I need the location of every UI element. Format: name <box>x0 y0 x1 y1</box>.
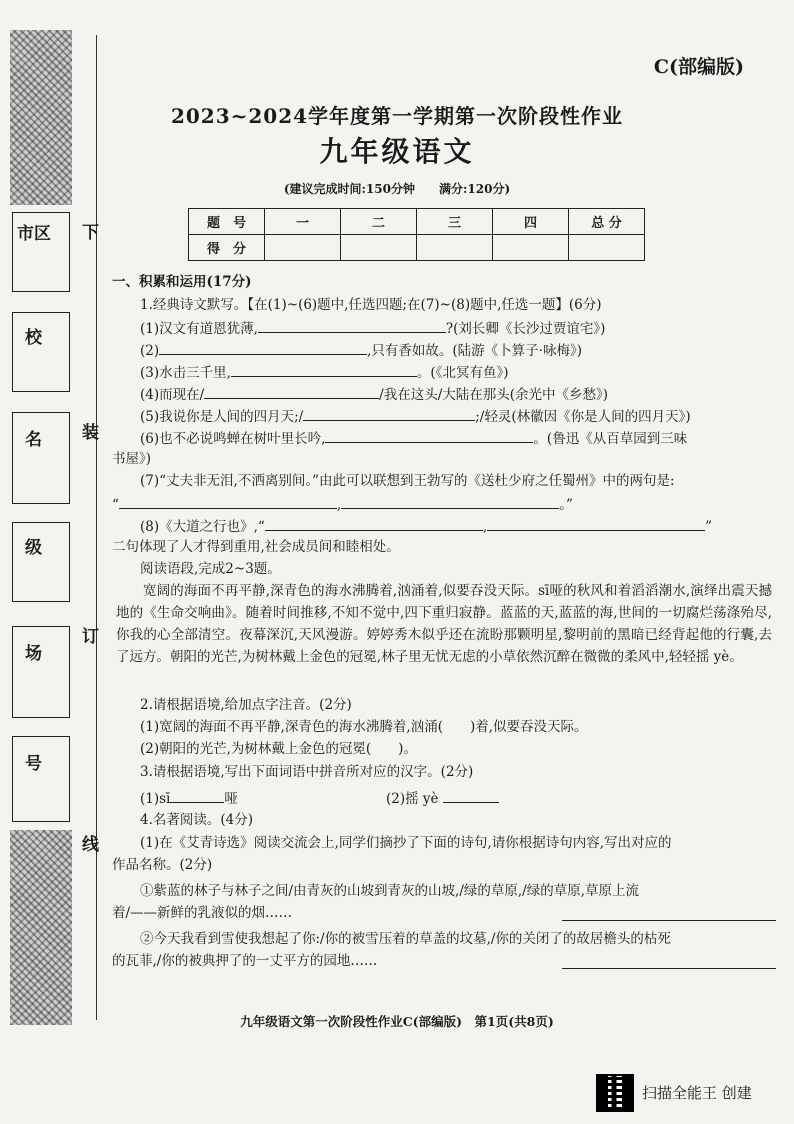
answer-blank[interactable] <box>170 788 224 803</box>
field-label-class: 级 <box>25 538 42 558</box>
q1-item-3-text-a: (3)水击三千里, <box>140 365 231 381</box>
q1-item-1 <box>140 318 605 338</box>
q4-poem-2-b: 的瓦菲,/你的被典押了的一丈平方的园地…… <box>112 953 378 969</box>
q3-prompt: 3.请根据语境,写出下面词语中拼音所对应的汉字。(2分) <box>140 764 474 780</box>
answer-blank[interactable] <box>265 516 483 531</box>
q3-pinyin-2: (2)摇 yè <box>386 791 439 807</box>
q1-item-6 <box>140 428 687 448</box>
q1-item-5-text-a: (5)我说你是人间的四月天;/ <box>140 409 304 425</box>
score-row-label: 得 分 <box>189 235 265 261</box>
scanner-watermark: 扫描全能王 创建 <box>642 1084 752 1102</box>
q1-item-8 <box>140 516 712 536</box>
answer-blank[interactable] <box>258 318 446 333</box>
answer-blank[interactable] <box>231 362 417 377</box>
binding-char-xian: 线 <box>82 835 99 855</box>
section-heading: 一、积累和运用(17分) <box>112 274 252 290</box>
q1-item-3-text-b: 。(《北冥有鱼》) <box>416 365 509 381</box>
field-box-class[interactable] <box>12 522 70 602</box>
q1-item-7-answer <box>112 494 573 514</box>
quote-close: 。” <box>559 497 573 513</box>
score-table <box>188 208 645 261</box>
score-col-2: 二 <box>341 209 417 235</box>
field-box-seat-number[interactable] <box>12 736 70 822</box>
score-col-total: 总 分 <box>569 209 645 235</box>
score-cell-total[interactable] <box>569 235 645 261</box>
score-cell-3[interactable] <box>417 235 493 261</box>
q1-item-6-cont: 书屋》) <box>112 451 152 467</box>
quote-close: ” <box>705 519 713 535</box>
binding-char-zhuang: 装 <box>82 423 99 443</box>
field-box-name[interactable] <box>12 412 70 504</box>
q2-prompt: 2.请根据语境,给加点字注音。(2分) <box>140 697 352 713</box>
q2-answer-2: (2)朝阳的光芒,为树林戴上金色的冠冕( )。 <box>140 741 417 757</box>
q3-char-1: 哑 <box>224 791 238 807</box>
score-cell-4[interactable] <box>493 235 569 261</box>
score-header-label: 题 号 <box>189 209 265 235</box>
binding-strip-pattern-bottom <box>10 830 72 1025</box>
field-label-school: 校 <box>25 328 42 348</box>
edition-label: C(部编版) <box>653 56 744 78</box>
answer-blank[interactable] <box>204 384 379 399</box>
q1-item-8-text-a: (8)《大道之行也》,“ <box>140 519 265 535</box>
field-label-seat-number: 号 <box>25 754 42 774</box>
field-label-name: 名 <box>25 430 42 450</box>
q1-item-2-text-b: ,只有香如故。(陆游《卜算子·咏梅》) <box>367 343 582 359</box>
score-cell-2[interactable] <box>341 235 417 261</box>
quote-open: “ <box>112 497 119 513</box>
field-label-city: 市区 <box>17 224 51 244</box>
q4-prompt: 4.名著阅读。(4分) <box>140 812 254 828</box>
reading-passage: 宽阔的海面不再平静,深青色的海水沸腾着,汹涌着,似要吞没天际。sī哑的秋风和着滔滔潮水,演绎出震天撼地的《生命交响曲》。随着时间推移,不知不觉中,四下重归寂静。蓝蓝的天,蓝蓝的海,世间的一切腐烂荡涤殆尽,你我的心全部清空。夜幕深沉,天风漫游。婷婷秀木似乎还在流盼那颗明星,黎明前的黑暗已经背起他的行囊,去了远方。朝阳的光芒,为树林戴上金色的冠冕,林子里无忧无虑的小草依然沉醉在微微的柔风中,轻轻摇 yè。 <box>116 583 772 665</box>
q1-item-6-text-a: (6)也不必说鸣蝉在树叶里长吟, <box>140 431 326 447</box>
q4-poem-1-a: ①紫蓝的林子与林子之间/由青灰的山坡到青灰的山坡,/绿的草原,/绿的草原,草原上流 <box>140 883 640 899</box>
exam-title: 2023~2024学年度第一学期第一次阶段性作业 <box>170 104 624 128</box>
q4-sub1-cont: 作品名称。(2分) <box>112 857 213 873</box>
q1-item-4-text-a: (4)而现在/ <box>140 387 205 403</box>
q1-item-8-cont: 二句体现了人才得到重用,社会成员间和睦相处。 <box>112 539 400 555</box>
score-col-4: 四 <box>493 209 569 235</box>
q3-answer-2 <box>386 788 499 808</box>
score-table-score-row <box>189 235 645 261</box>
q4-poem-2-a: ②今天我看到雪使我想起了你:/你的被雪压着的草盖的坟墓,/你的关闭了的故居檐头的枯死 <box>140 931 671 947</box>
q1-item-4 <box>140 384 608 404</box>
answer-blank[interactable] <box>325 428 533 443</box>
comma: , <box>336 497 342 513</box>
q1-item-7: (7)“丈夫非无泪,不洒离别间。”由此可以联想到王勃写的《送杜少府之任蜀州》中的两句是: <box>140 473 675 489</box>
q2-answer-1: (1)宽阔的海面不再平静,深青色的海水沸腾着,汹涌( )着,似要吞没天际。 <box>140 719 588 735</box>
subject-title: 九年级语文 <box>319 135 475 168</box>
reading-intro: 阅读语段,完成2~3题。 <box>140 561 281 577</box>
q1-item-2-text-a: (2) <box>140 343 160 359</box>
q1-item-5-text-b: ;/轻灵(林徽因《你是人间的四月天》) <box>475 409 691 425</box>
q4-poem-1-b <box>112 904 292 922</box>
answer-blank[interactable] <box>487 516 705 531</box>
field-box-city[interactable] <box>12 212 70 292</box>
answer-blank[interactable] <box>443 788 499 803</box>
q1-prompt: 1.经典诗文默写。【在(1)~(6)题中,任选四题;在(7)~(8)题中,任选一题】(6分) <box>140 297 602 313</box>
q1-item-3 <box>140 362 508 382</box>
exam-meta: (建议完成时间:150分钟 满分:120分) <box>283 182 511 196</box>
binding-char-ding: 订 <box>82 627 99 647</box>
field-box-exam-room[interactable] <box>12 626 70 718</box>
answer-blank[interactable] <box>341 494 559 509</box>
score-table-header-row <box>189 209 645 235</box>
q1-item-6-text-b: 。(鲁迅《从百草园到三味 <box>533 431 688 447</box>
score-col-1: 一 <box>265 209 341 235</box>
score-cell-1[interactable] <box>265 235 341 261</box>
q1-item-4-text-b: /我在这头/大陆在那头(余光中《乡愁》) <box>379 387 609 403</box>
q3-pinyin-1: (1)sī <box>140 791 171 807</box>
q1-item-1-text-a: (1)汉文有道恩犹薄, <box>140 321 258 337</box>
field-label-exam-room: 场 <box>25 644 42 664</box>
field-box-school[interactable] <box>12 312 70 392</box>
binding-char-xia: 下 <box>82 223 99 243</box>
answer-blank[interactable] <box>159 340 367 355</box>
answer-blank[interactable] <box>303 406 475 421</box>
page-footer: 九年级语文第一次阶段性作业C(部编版) 第1页(共8页) <box>240 1014 554 1029</box>
score-col-3: 三 <box>417 209 493 235</box>
answer-blank[interactable] <box>562 906 776 921</box>
q1-item-5 <box>140 406 691 426</box>
answer-blank[interactable] <box>119 494 337 509</box>
q3-answer-1 <box>140 788 238 808</box>
answer-blank[interactable] <box>562 954 776 969</box>
q1-item-2 <box>140 340 582 360</box>
q4-poem-1-b-text: 着/——新鲜的乳液似的烟…… <box>112 905 293 921</box>
qr-code-icon <box>596 1074 634 1112</box>
q1-item-1-text-b: ?(刘长卿《长沙过贾谊宅》) <box>445 321 606 337</box>
q4-sub1: (1)在《艾青诗选》阅读交流会上,同学们摘抄了下面的诗句,请你根据诗句内容,写出对应的 <box>140 835 672 851</box>
comma: , <box>482 519 488 535</box>
